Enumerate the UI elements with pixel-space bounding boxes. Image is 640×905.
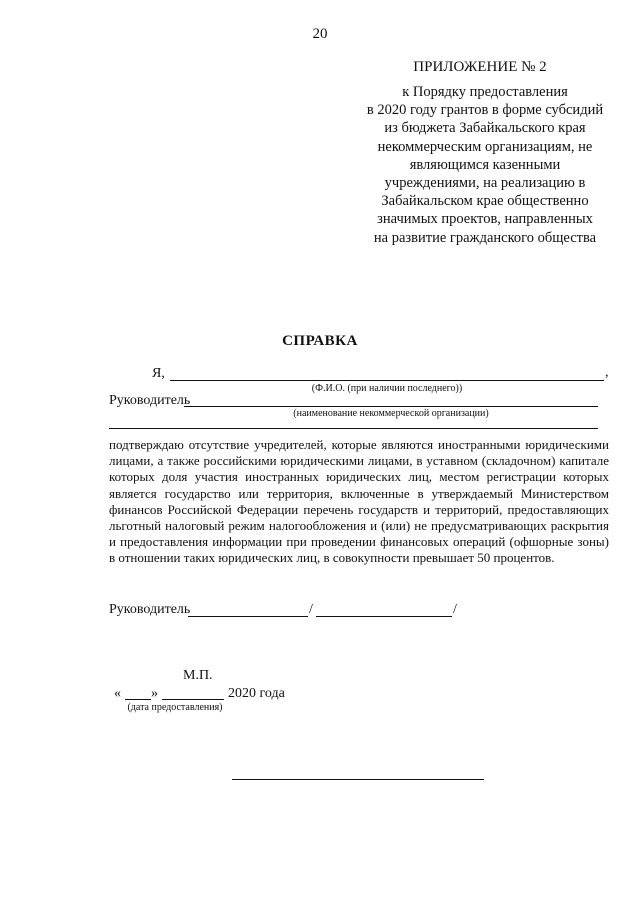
org-continuation-line[interactable] [109,428,598,429]
bottom-separator-line [232,779,484,780]
appendix-line: из бюджета Забайкальского края [384,120,586,137]
appendix-line: в 2020 году грантов в форме субсидий [366,102,604,119]
fio-input-line[interactable] [170,380,604,381]
signature-name-line[interactable] [316,616,452,617]
date-year: 2020 года [228,686,285,701]
signature-slash: / [309,602,313,617]
appendix-line: учреждениями, на реализацию в [384,175,586,192]
appendix-line: значимых проектов, направленных [377,211,593,228]
appendix-text [350,83,620,247]
appendix-line: являющимся казенными [409,156,561,173]
page-number: 20 [312,26,328,42]
ya-comma: , [605,365,609,380]
appendix-title: ПРИЛОЖЕНИЕ № 2 [413,59,547,75]
date-quote-close: » [151,686,158,701]
signature-slash: / [453,602,457,617]
ya-label: Я, [152,366,165,381]
org-caption: (наименование некоммерческой организации) [293,408,489,419]
date-month-line[interactable] [162,699,224,700]
appendix-line: к Порядку предоставления [402,84,568,100]
org-input-line[interactable] [184,406,598,407]
appendix-line: Забайкальском крае общественно [381,193,589,210]
date-day-line[interactable] [125,699,151,700]
document-heading: СПРАВКА [282,333,358,349]
appendix-line: некоммерческим организациям, не [377,138,593,155]
date-caption: (дата предоставления) [127,702,223,713]
head-label: Руководитель [109,393,191,408]
stamp-label: М.П. [183,668,213,683]
signature-label: Руководитель [109,602,191,617]
signature-line[interactable] [188,616,308,617]
date-quote-open: « [114,686,121,701]
confirmation-paragraph: подтверждаю отсутствие учредителей, которые являются иностранными юридическими лицами, а также российскими юридическими лицами, в уставном (складочном) капитале которых доля участия иностранных юридических лиц, местом регистрации которых является государство или территория, включенные в утверждаемый Министерством финансов Российской Федерации перечень государств и территорий, предоставляющих льготный налоговый режим налогообложения и (или) не предусматривающих раскрытия и предоставления информации при проведении финансовых операций (офшорные зоны) в отношении таких юридических лиц, в совокупности превышает 50 процентов. [109,437,609,566]
appendix-line: на развитие гражданского общества [373,229,597,246]
fio-caption: (Ф.И.О. (при наличии последнего)) [311,383,463,394]
